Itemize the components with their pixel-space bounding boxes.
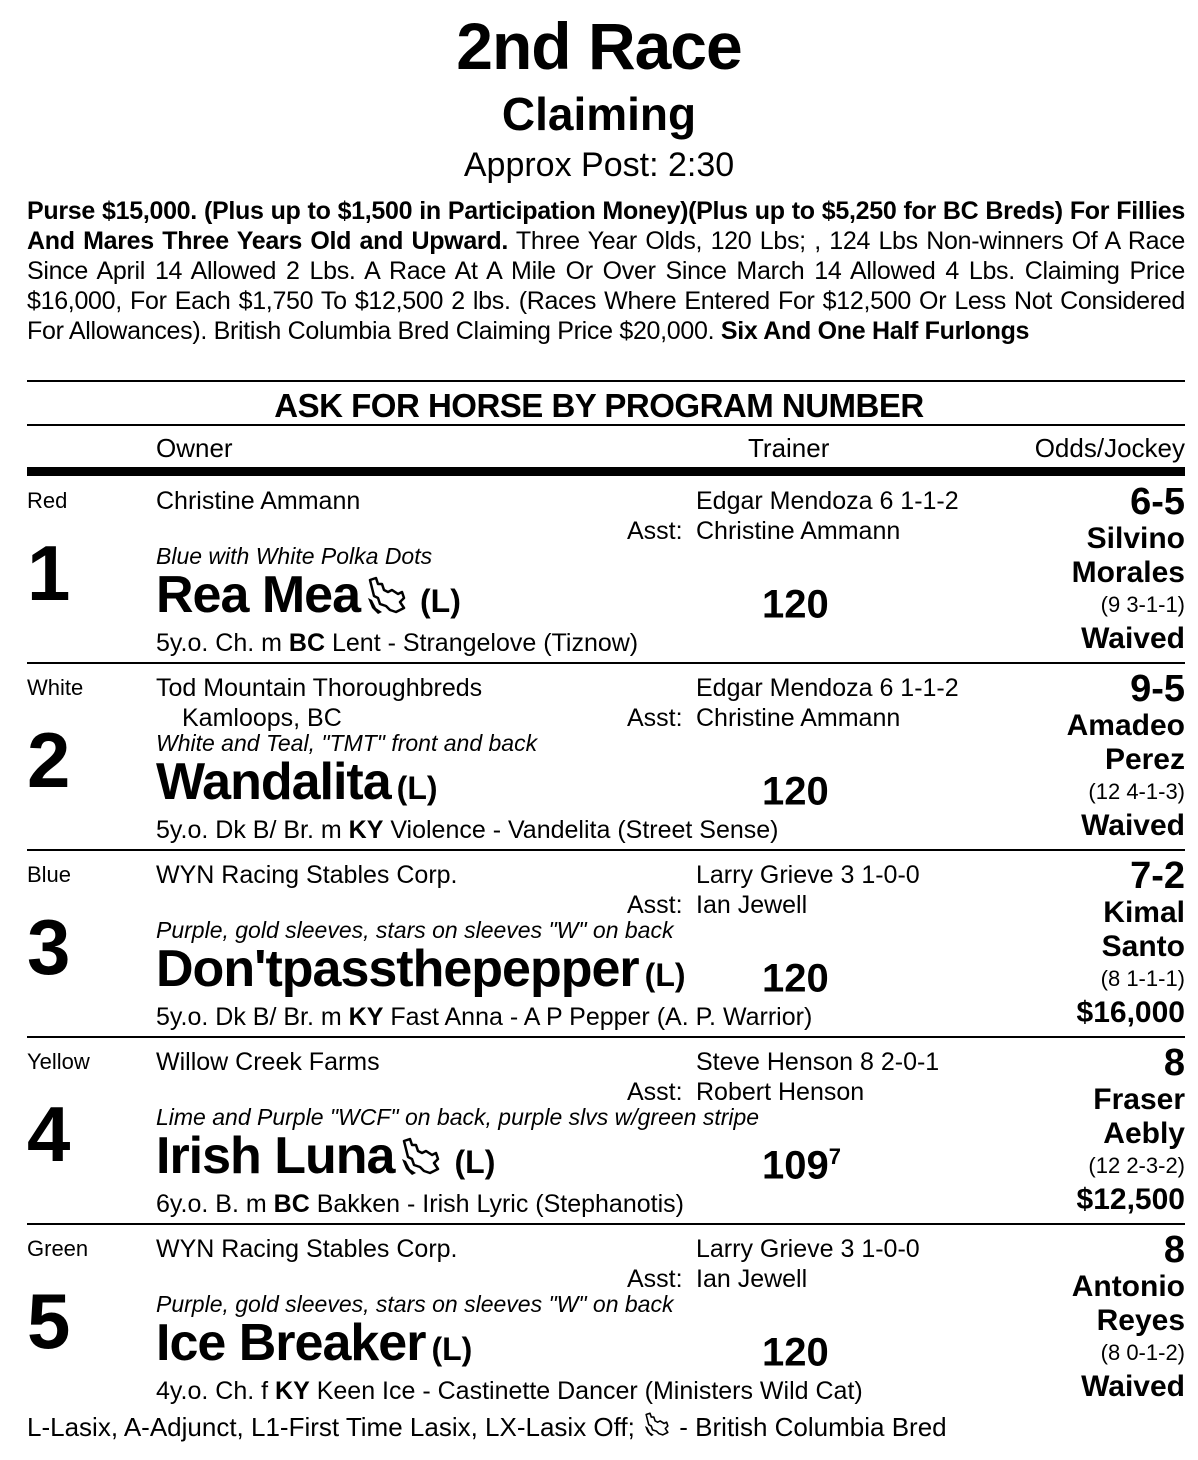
weight-value: 120 [762,582,829,627]
assistant-trainer [627,703,900,733]
assistant-trainer [627,516,900,546]
jockey-first-name: Kimal [1103,896,1185,929]
jockey-name [1102,896,1185,964]
weight-value: 109 [762,1143,829,1188]
jockey-last-name: Aebly [1103,1117,1185,1150]
jockey-name [1067,709,1185,777]
header-divider [27,467,1185,476]
sire-dam: Bakken - Irish Lyric (Stephanotis) [309,1190,684,1218]
conditions-lead: Purse $15,000. (Plus up to $1,500 in Participation Money)(Plus up to $5,250 for BC Breds) For Fillies And Mares Three Years Old and Upward. [27,197,1185,255]
age-sex-color: 5y.o. Dk B/ Br. m [156,816,349,844]
saddle-cloth-color: White [27,675,84,700]
race-type: Claiming [501,88,697,140]
bc-legend: - British Columbia Bred [672,1412,947,1442]
jockey-name [1072,522,1185,590]
morning-line-odds: 9-5 [1130,668,1185,710]
medication-legend: L-Lasix, A-Adjunct, L1-First Time Lasix, LX-Lasix Off; [27,1412,643,1442]
bred-state: KY [348,816,384,844]
horse-name: Wandalita [156,753,391,811]
silks-description: Blue with White Polka Dots [156,543,433,569]
sire-dam: Fast Anna - A P Pepper (A. P. Warrior) [383,1003,813,1031]
jockey-record: (12 2-3-2) [1088,1153,1185,1178]
jockey-name [1093,1083,1185,1151]
weight-value: 120 [762,1330,829,1375]
jockey-last-name: Morales [1071,556,1185,589]
entry-divider [27,849,1185,851]
program-number: 2 [27,716,71,804]
assistant-name: Robert Henson [696,1078,865,1106]
owner-name: Willow Creek Farms [156,1048,380,1076]
age-sex-color: 5y.o. Ch. m [156,629,289,657]
program-number: 3 [27,903,71,991]
silks-description: Purple, gold sleeves, stars on sleeves "W" on back [156,1291,674,1317]
medication-code: (L) [396,770,438,806]
owner-location: Kamloops, BC [182,704,342,732]
bc-map-icon [364,576,410,620]
jockey-first-name: Amadeo [1066,709,1185,742]
jockey-first-name: Fraser [1093,1083,1185,1116]
jockey-last-name: Santo [1101,930,1185,963]
program-number-banner: ASK FOR HORSE BY PROGRAM NUMBER [274,387,924,424]
assistant-name: Ian Jewell [696,1265,808,1293]
entry-divider [27,662,1185,664]
saddle-cloth-color: Yellow [27,1049,90,1074]
breeding-line [156,1376,863,1406]
bred-state: BC [288,629,326,657]
horse-line [156,938,686,1006]
age-sex-color: 5y.o. Dk B/ Br. m [156,1003,349,1031]
bred-state: KY [275,1377,310,1405]
assistant-name: Christine Ammann [696,517,901,545]
weight [762,1133,841,1189]
claiming-price: $12,500 [1076,1183,1185,1216]
silks-description: Lime and Purple "WCF" on back, purple slvs w/green stripe [156,1104,760,1130]
sire-dam: Keen Ice - Castinette Dancer (Ministers Wild Cat) [309,1377,863,1405]
assistant-name: Ian Jewell [696,891,808,919]
column-header-trainer: Trainer [748,433,830,463]
medication-code: (L) [644,957,686,993]
column-header-odds-jockey: Odds/Jockey [1034,433,1185,463]
bc-map-icon [398,1137,444,1181]
entry-row [27,1226,1185,1412]
trainer-name: Larry Grieve 3 1-0-0 [696,861,920,889]
jockey-name [1072,1270,1185,1338]
assistant-trainer [627,890,807,920]
age-sex-color: 6y.o. B. m [156,1190,274,1218]
weight-allowance: 7 [828,1144,841,1169]
claiming-price: Waived [1081,809,1185,842]
race-distance: Six And One Half Furlongs [720,317,1030,345]
entry-divider [27,1223,1185,1225]
entry-divider [27,1036,1185,1038]
owner-name: WYN Racing Stables Corp. [156,861,458,889]
program-number: 1 [27,529,71,617]
assistant-label: Asst: [627,517,683,545]
assistant-label: Asst: [627,1078,683,1106]
bred-state: BC [273,1190,310,1218]
saddle-cloth-color: Red [27,488,68,513]
horse-name: Rea Mea [156,566,360,624]
weight [762,759,829,815]
race-title: 2nd Race [456,9,742,83]
medication-code: (L) [454,1144,496,1180]
program-number: 5 [27,1277,71,1365]
morning-line-odds: 8 [1163,1229,1185,1271]
trainer-name: Edgar Mendoza 6 1-1-2 [696,674,959,702]
sire-dam: Lent - Strangelove (Tiznow) [325,629,639,657]
trainer-name: Edgar Mendoza 6 1-1-2 [696,487,959,515]
claiming-price: Waived [1081,1370,1185,1403]
weight-value: 120 [762,769,829,814]
divider [27,380,1185,382]
sire-dam: Violence - Vandelita (Street Sense) [383,816,779,844]
entry-row [27,852,1185,1038]
weight [762,1320,829,1376]
morning-line-odds: 6-5 [1130,481,1185,523]
saddle-cloth-color: Blue [27,862,72,887]
assistant-label: Asst: [627,891,683,919]
breeding-line [156,815,779,845]
assistant-trainer [627,1264,807,1294]
horse-line [156,564,461,632]
divider [27,424,1185,426]
jockey-last-name: Reyes [1096,1304,1185,1337]
race-conditions [27,196,1185,346]
entry-row [27,1039,1185,1225]
post-time: Approx Post: 2:30 [463,146,735,184]
weight [762,572,829,628]
owner-name: Tod Mountain Thoroughbreds [156,674,483,702]
claiming-price: Waived [1081,622,1185,655]
column-header-owner: Owner [156,433,233,463]
jockey-last-name: Perez [1104,743,1185,776]
breeding-line [156,1002,812,1032]
entry-row [27,665,1185,851]
owner-name: WYN Racing Stables Corp. [156,1235,458,1263]
owner-name: Christine Ammann [156,487,361,515]
claiming-price: $16,000 [1076,996,1185,1029]
jockey-first-name: Antonio [1071,1270,1185,1303]
assistant-trainer [627,1077,864,1107]
saddle-cloth-color: Green [27,1236,89,1261]
age-sex-color: 4y.o. Ch. f [156,1377,276,1405]
breeding-line [156,628,638,658]
weight [762,946,829,1002]
bred-state: KY [348,1003,384,1031]
silks-description: Purple, gold sleeves, stars on sleeves "W" on back [156,917,674,943]
medication-code: (L) [420,583,461,619]
jockey-record: (8 1-1-1) [1100,966,1185,991]
bc-map-icon [642,1412,672,1440]
horse-name: Irish Luna [156,1127,395,1185]
conditions-body: Three Year Olds, 120 Lbs; , 124 Lbs Non-winners Of A Race Since April 14 Allowed 2 Lbs. A Race At A Mile Or Over Since March 14 Allowed 4 Lbs. Claiming Price $16,000, For Each $1,750 To $12,500 2 lbs. (Races Where Entered For $12,500 Or Less Not Considered For Allowances). British Columbia Bred Claiming Price $20,000. [27,227,1185,345]
medication-code: (L) [431,1331,473,1367]
jockey-record: (12 4-1-3) [1088,779,1185,804]
horse-name: Don'tpassthepepper [156,940,639,998]
trainer-name: Larry Grieve 3 1-0-0 [696,1235,920,1263]
horse-line [156,1312,472,1380]
jockey-record: (9 3-1-1) [1100,592,1185,617]
jockey-record: (8 0-1-2) [1100,1340,1185,1365]
morning-line-odds: 8 [1163,1042,1185,1084]
horse-name: Ice Breaker [156,1314,426,1372]
jockey-first-name: Silvino [1086,522,1185,555]
weight-value: 120 [762,956,829,1001]
horse-line [156,751,438,819]
assistant-label: Asst: [627,1265,683,1293]
assistant-label: Asst: [627,704,683,732]
horse-line [156,1125,495,1193]
trainer-name: Steve Henson 8 2-0-1 [696,1048,940,1076]
morning-line-odds: 7-2 [1130,855,1185,897]
assistant-name: Christine Ammann [696,704,901,732]
program-number: 4 [27,1090,71,1178]
breeding-line [156,1189,684,1219]
entry-row [27,478,1185,664]
silks-description: White and Teal, "TMT" front and back [156,730,538,756]
legend-footer [27,1410,947,1444]
